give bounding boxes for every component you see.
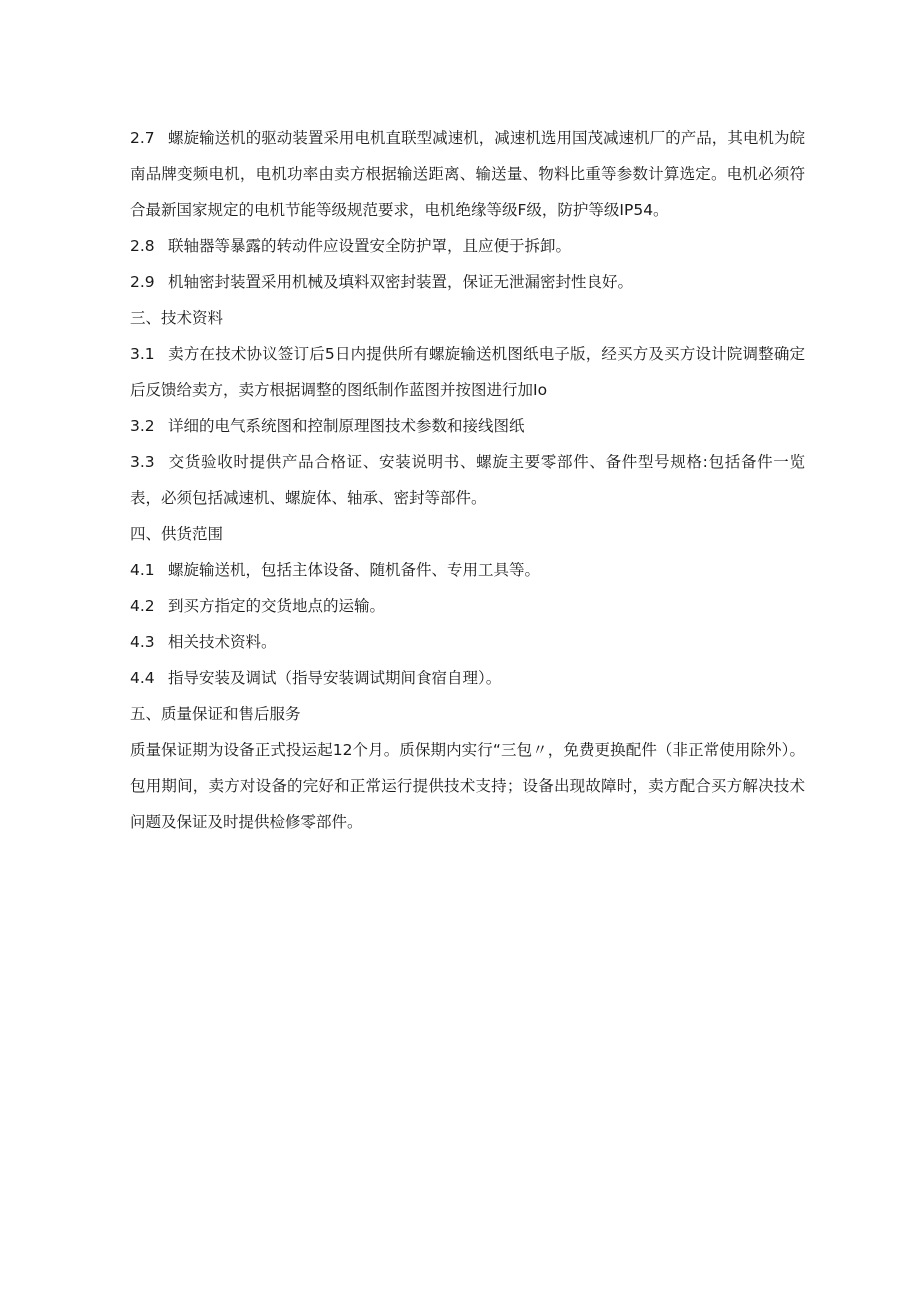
clause-4-2 xyxy=(130,588,805,624)
clause-text: 卖方在技术协议签订后5日内提供所有螺旋输送机图纸电子版，经买方及买方设计院调整确定后反馈给卖方，卖方根据调整的图纸制作蓝图并按图进行加Io xyxy=(130,345,805,399)
clause-number: 2.7 xyxy=(130,129,155,147)
clause-3-3 xyxy=(130,444,805,516)
clause-text: 机轴密封装置采用机械及填料双密封装置，保证无泄漏密封性良好。 xyxy=(168,273,634,291)
clause-4-3 xyxy=(130,624,805,660)
clause-text: 螺旋输送机的驱动装置采用电机直联型减速机，减速机选用国茂减速机厂的产品，其电机为皖南品牌变频电机，电机功率由卖方根据输送距离、输送量、物料比重等参数计算选定。电机必须符合最新国家规定的电机节能等级规范要求，电机绝缘等级F级，防护等级IP54。 xyxy=(130,129,805,219)
section-heading-supply-scope: 四、供货范围 xyxy=(130,525,224,543)
clause-4-1 xyxy=(130,552,805,588)
clause-number: 2.9 xyxy=(130,273,155,291)
clause-4-4 xyxy=(130,660,805,696)
clause-3-2 xyxy=(130,408,805,444)
section-heading-warranty: 五、质量保证和售后服务 xyxy=(130,705,301,723)
clause-number: 4.3 xyxy=(130,633,155,651)
clause-text: 到买方指定的交货地点的运输。 xyxy=(168,597,386,615)
warranty-paragraph: 质量保证期为设备正式投运起12个月。质保期内实行“三包〃，免费更换配件（非正常使用除外）。包用期间，卖方对设备的完好和正常运行提供技术支持；设备出现故障时，卖方配合买方解决技术问题及保证及时提供检修零部件。 xyxy=(130,741,805,831)
clause-text: 螺旋输送机，包括主体设备、随机备件、专用工具等。 xyxy=(168,561,541,579)
document-body xyxy=(130,120,805,840)
clause-text: 交货验收时提供产品合格证、安装说明书、螺旋主要零部件、备件型号规格:包括备件一览表，必须包括减速机、螺旋体、轴承、密封等部件。 xyxy=(130,453,805,507)
clause-text: 联轴器等暴露的转动件应设置安全防护罩，且应便于拆卸。 xyxy=(168,237,572,255)
clause-text: 相关技术资料。 xyxy=(168,633,277,651)
clause-number: 3.3 xyxy=(130,453,155,471)
clause-2-7 xyxy=(130,120,805,228)
clause-number: 4.1 xyxy=(130,561,155,579)
clause-number: 3.1 xyxy=(130,345,155,363)
clause-number: 4.4 xyxy=(130,669,155,687)
section-heading-technical-data: 三、技术资料 xyxy=(130,309,224,327)
clause-text: 指导安装及调试（指导安装调试期间食宿自理）。 xyxy=(168,669,502,687)
clause-3-1 xyxy=(130,336,805,408)
clause-text: 详细的电气系统图和控制原理图技术参数和接线图纸 xyxy=(168,417,525,435)
clause-2-9 xyxy=(130,264,805,300)
clause-number: 3.2 xyxy=(130,417,155,435)
clause-number: 2.8 xyxy=(130,237,155,255)
clause-number: 4.2 xyxy=(130,597,155,615)
clause-2-8 xyxy=(130,228,805,264)
